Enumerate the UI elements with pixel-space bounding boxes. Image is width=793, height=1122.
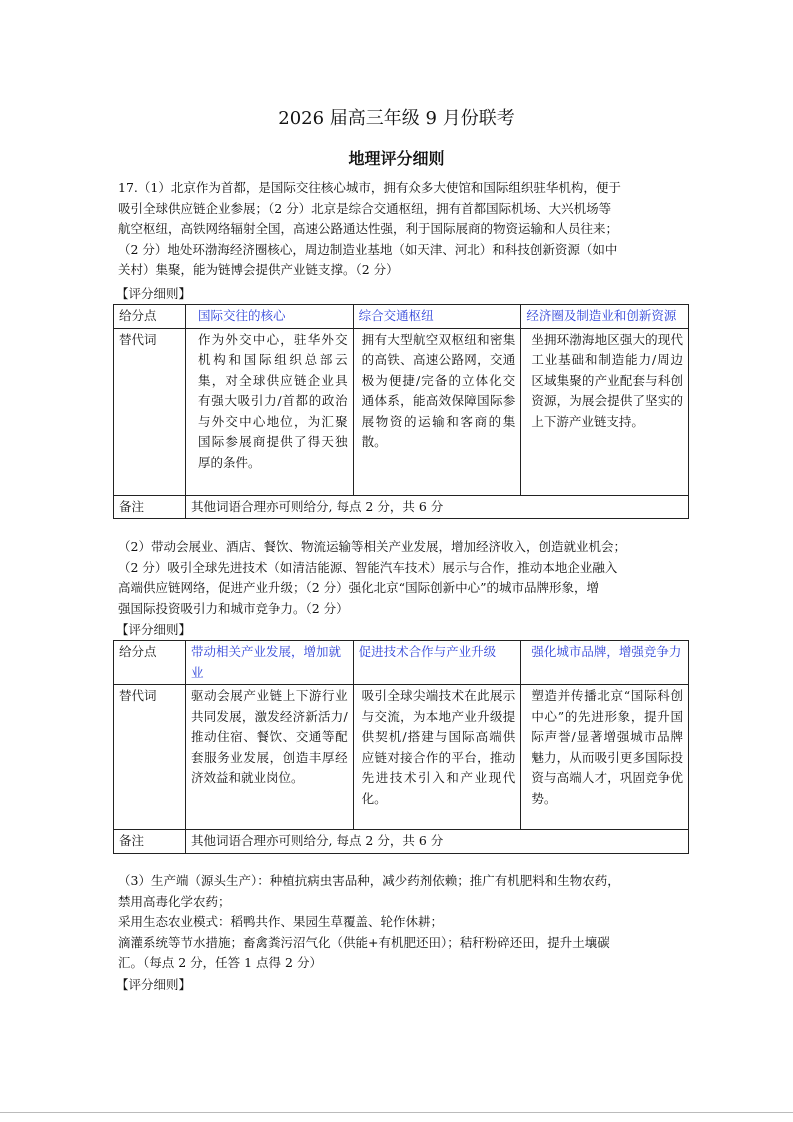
q2-answer-text [118, 537, 680, 619]
header-cell: 综合交通枢纽 [353, 305, 521, 329]
header-cell: 国际交往的核心 [186, 305, 354, 329]
row-label-cell: 替代词 [114, 328, 186, 495]
table-row [114, 641, 689, 685]
page-title: 2026 届高三年级 9 月份联考 [278, 108, 515, 129]
q2-line: 高端供应链网络，促进产业升级；（2 分）强化北京“国际创新中心”的城市品牌形象，增 [118, 580, 599, 595]
q3-line: 采用生态农业模式：稻鸭共作、果园生草覆盖、轮作休耕； [118, 914, 444, 929]
q3-line: 汇。（每点 2 分，任答 1 点得 2 分） [118, 955, 322, 970]
q1-line: （2 分）地处环渤海经济圈核心，周边制造业基地（如天津、河北）和科技创新资源（如中 [118, 241, 618, 257]
q3-line: （3）生产端（源头生产）：种植抗病虫害品种，减少药剂依赖；推广有机肥料和生物农药， [118, 873, 620, 888]
q2-line: （2）带动会展业、酒店、餐饮、物流运输等相关产业发展，增加经济收入，创造就业机会； [118, 539, 626, 554]
row-label-cell: 备注 [114, 495, 186, 519]
q1-line: 吸引全球供应链企业参展；（2 分）北京是综合交通枢纽，拥有首都国际机场、大兴机场等 [118, 200, 612, 216]
page-bottom-rule [0, 1112, 793, 1113]
table-cell: 坐拥环渤海地区强大的现代工业基础和制造能力/周边区域集聚的产业配套与科创资源，为展会提供了坚实的上下游产业链支持。 [521, 328, 689, 495]
header-cell: 经济圈及制造业和创新资源 [521, 305, 689, 329]
table-cell: 驱动会展产业链上下游行业共同发展，激发经济新活力/推动住宿、餐饮、交通等配套服务业发展，创造丰厚经济效益和就业岗位。 [186, 685, 354, 830]
header-cell: 促进技术合作与产业升级 [353, 641, 521, 685]
table-row [114, 830, 689, 854]
header-cell: 给分点 [114, 305, 186, 329]
q1-line: 17.（1）北京作为首都，是国际交往核心城市，拥有众多大使馆和国际组织驻华机构，便于 [118, 180, 621, 195]
table-cell: 作为外交中心，驻华外交机构和国际组织总部云集，对全球供应链企业具有强大吸引力/首都的政治与外交中心地位，为汇聚国际参展商提供了得天独厚的条件。 [186, 328, 354, 495]
q1-line: 航空枢纽，高铁网络辐射全国，高速公路通达性强，利于国际展商的物资运输和人员往来； [118, 221, 619, 236]
q2-line: 强国际投资吸引力和城市竞争力。（2 分） [118, 600, 349, 616]
note-cell: 其他词语合理亦可则给分, 每点 2 分，共 6 分 [186, 495, 689, 519]
header-cell: 强化城市品牌，增强竞争力 [521, 641, 689, 685]
q2-rubric-table [113, 640, 689, 854]
q2-rubric-label: 【评分细则】 [116, 622, 192, 637]
q3-rubric-label: 【评分细则】 [116, 977, 192, 992]
row-label-cell: 替代词 [114, 685, 186, 830]
q3-answer-text [118, 871, 680, 974]
table-row [114, 495, 689, 519]
q1-rubric-label: 【评分细则】 [116, 286, 192, 301]
q2-line: （2 分）吸引全球先进技术（如清洁能源、智能汽车技术）展示与合作，推动本地企业融入 [118, 559, 618, 575]
table-cell: 塑造并传播北京“国际科创中心”的先进形象，提升国际声誉/显著增强城市品牌魅力，从而吸引更多国际投资与高端人才，巩固竞争优势。 [521, 685, 689, 830]
header-cell: 带动相关产业发展，增加就业 [186, 641, 354, 685]
table-row [114, 305, 689, 329]
page-subtitle: 地理评分细则 [348, 149, 445, 168]
table-row [114, 685, 689, 830]
note-cell: 其他词语合理亦可则给分, 每点 2 分，共 6 分 [186, 830, 689, 854]
table-cell: 吸引全球尖端技术在此展示与交流，为本地产业升级提供契机/搭建与国际高端供应链对接合作的平台，推动先进技术引入和产业现代化。 [353, 685, 521, 830]
header-cell: 给分点 [114, 641, 186, 685]
q3-line: 禁用高毒化学农药； [118, 893, 231, 909]
q3-line: 滴灌系统等节水措施；畜禽粪污沼气化（供能+有机肥还田）；秸秆粉碎还田，提升土壤碳 [118, 934, 610, 950]
row-label-cell: 备注 [114, 830, 186, 854]
q1-line: 关村）集聚，能为链博会提供产业链支撑。（2 分） [118, 262, 399, 277]
table-cell: 拥有大型航空双枢纽和密集的高铁、高速公路网，交通极为便捷/完备的立体化交通体系，能高效保障国际参展物资的运输和客商的集散。 [353, 328, 521, 495]
q1-rubric-table [113, 304, 689, 519]
q1-answer-text [118, 178, 680, 281]
table-row [114, 328, 689, 495]
